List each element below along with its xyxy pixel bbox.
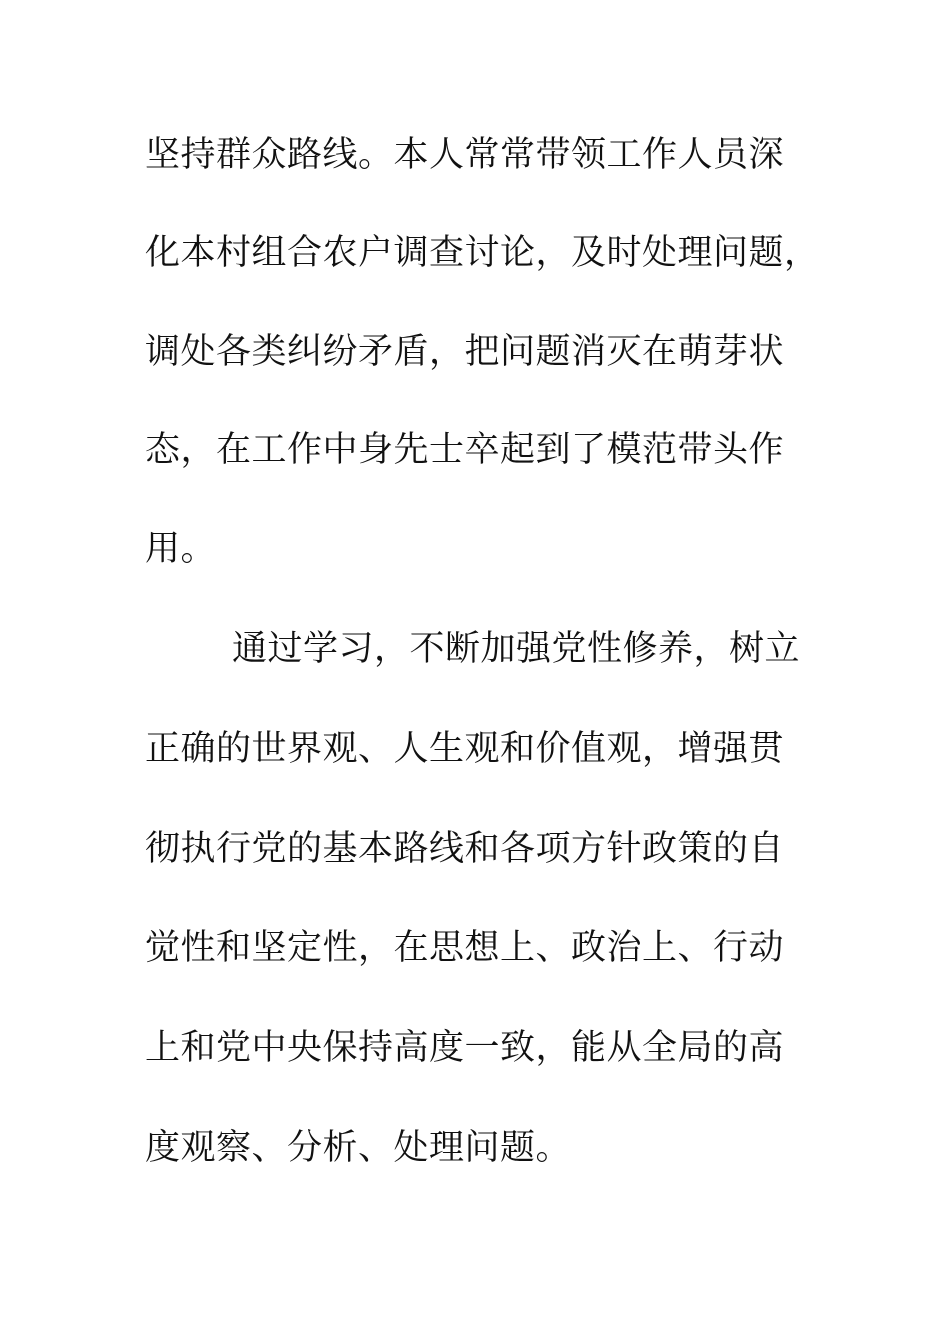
paragraph-line: 彻执行党的基本路线和各项方针政策的自: [145, 829, 785, 869]
paragraph-line: 调处各类纠纷矛盾，把问题消灭在萌芽状: [145, 332, 785, 372]
paragraph-line: 度观察、分析、处理问题。: [145, 1128, 572, 1168]
paragraph-line: 上和党中央保持高度一致，能从全局的高: [145, 1028, 785, 1068]
paragraph-line: 通过学习，不断加强党性修养，树立: [232, 629, 801, 669]
paragraph-line: 坚持群众路线。本人常常带领工作人员深: [145, 135, 785, 175]
paragraph-line: 态，在工作中身先士卒起到了模范带头作: [145, 430, 785, 470]
paragraph-line: 正确的世界观、人生观和价值观，增强贯: [145, 729, 785, 769]
paragraph-line: 觉性和坚定性，在思想上、政治上、行动: [145, 928, 785, 968]
paragraph-line: 化本村组合农户调查讨论，及时处理问题，: [145, 233, 820, 273]
paragraph-line: 用。: [145, 529, 217, 569]
